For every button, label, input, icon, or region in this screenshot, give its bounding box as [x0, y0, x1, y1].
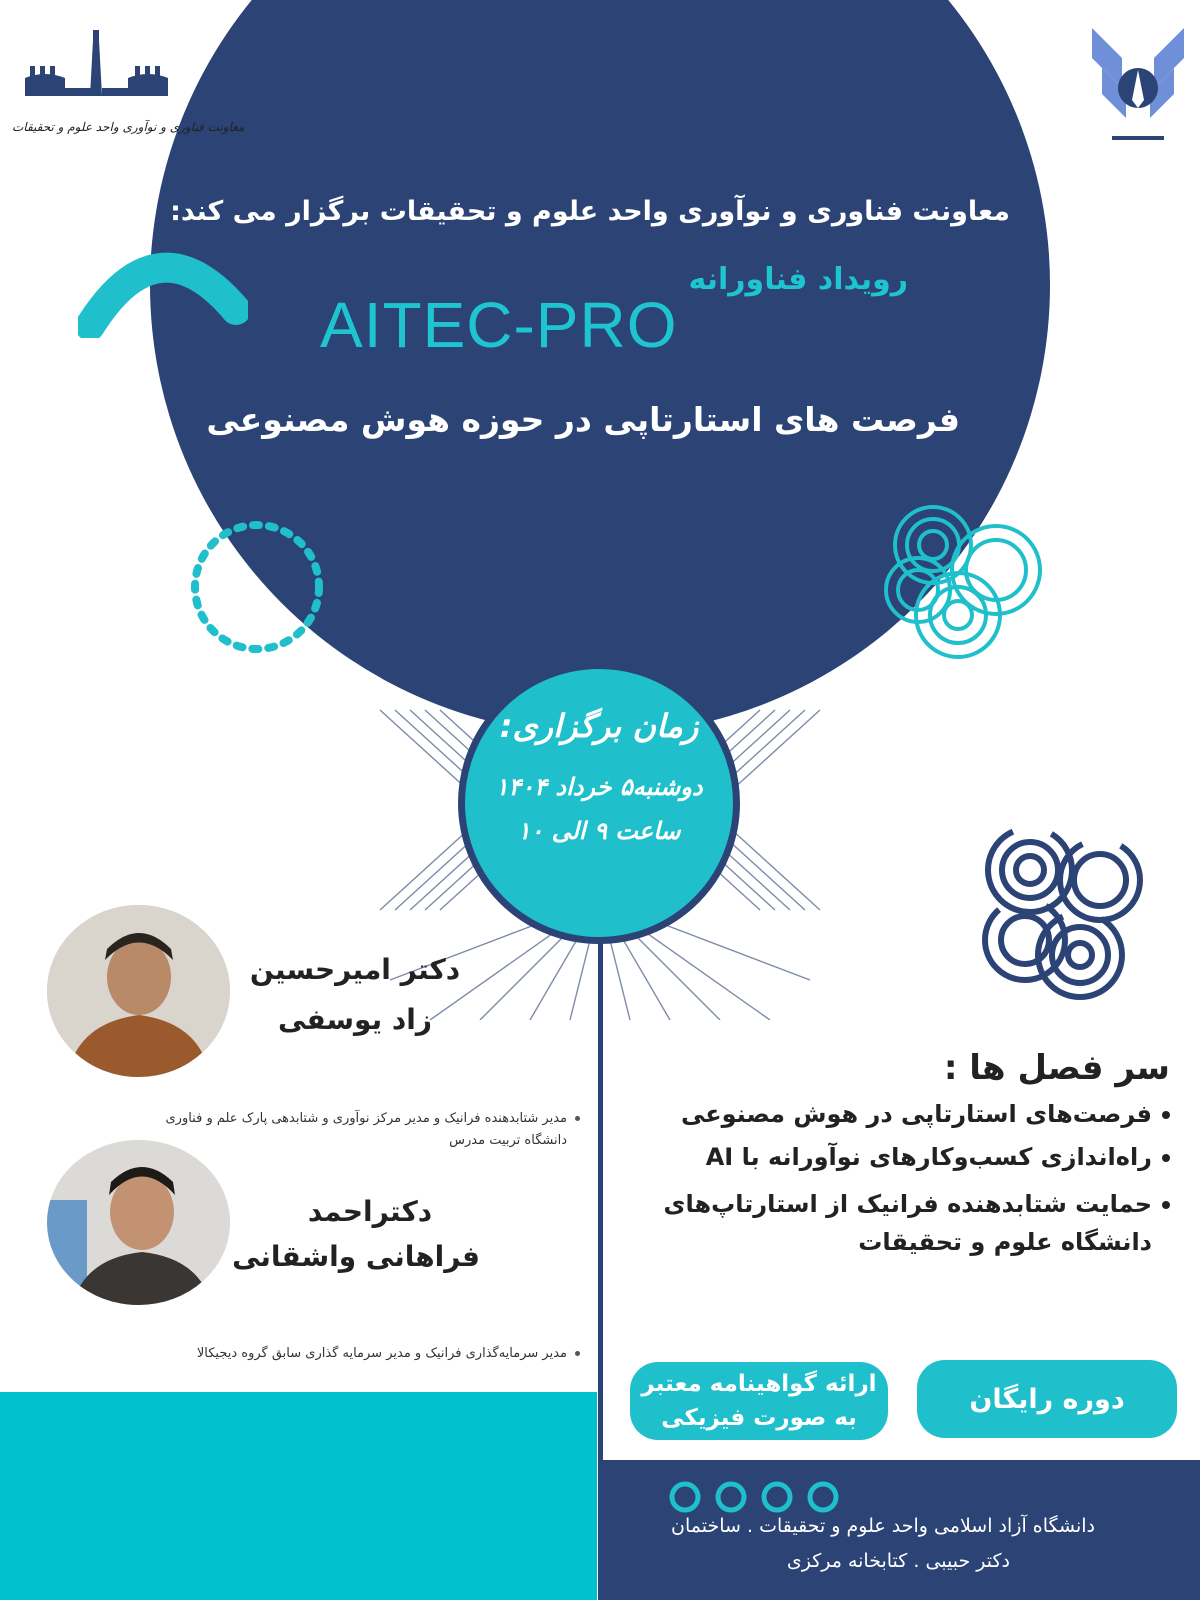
bullet-icon [1162, 1111, 1170, 1119]
event-title: AITEC-PRO [320, 289, 678, 361]
center-stem [598, 930, 603, 1600]
topic-text: فرصت‌های استارتاپی در هوش مصنوعی [680, 1100, 1152, 1128]
venue-line2: دکتر حبیبی . کتابخانه مرکزی [786, 1550, 1010, 1572]
certificate-label-line1: ارائه گواهینامه معتبر [641, 1371, 877, 1397]
schedule-circle [458, 662, 740, 944]
speaker-1-name-line1: دکتر امیرحسین [249, 953, 461, 986]
bullet-icon [575, 1116, 580, 1121]
topic-text-continued: دانشگاه علوم و تحقیقات [858, 1228, 1152, 1256]
topic-item [663, 1185, 1170, 1261]
free-course-label: دوره رایگان [969, 1383, 1125, 1415]
left-logo-caption: معاونت فناوری و نوآوری واحد علوم و تحقیقات [12, 120, 245, 134]
azad-university-logo [1092, 18, 1184, 158]
speaker-2-bio-line1: مدیر سرمایه‌گذاری فرانیک و مدیر سرمایه گذاری سابق گروه دیجیکالا [196, 1346, 567, 1361]
speaker-2-name-line1: دکتراحمد [307, 1195, 433, 1228]
speaker-2-bio [60, 1346, 580, 1361]
speaker-2-name-line2: فراهانی واشقانی [232, 1240, 480, 1273]
speaker-2-photo [47, 1140, 230, 1305]
certificate-badge [630, 1362, 888, 1440]
schedule-title: زمان برگزاری: [499, 707, 699, 745]
bottom-left-band [0, 1392, 597, 1600]
speaker-1-photo [47, 905, 230, 1077]
speaker-1-bio-line1: مدیر شتابدهنده فرانیک و مدیر مرکز نوآوری و شتابدهی پارک علم و فناوری [165, 1111, 567, 1126]
cyan-arc-decoration [78, 248, 248, 338]
dashed-ring-decoration [182, 512, 332, 662]
bullet-icon [1162, 1201, 1170, 1209]
free-course-badge [917, 1360, 1177, 1438]
speaker-1-bio-line2: دانشگاه تربیت مدرس [449, 1133, 567, 1148]
topic-text: راه‌اندازی کسب‌وکارهای نوآورانه با AI [705, 1143, 1152, 1171]
swirl-decoration-right [975, 820, 1150, 1005]
topics-title: سر فصل ها : [943, 1048, 1170, 1088]
bullet-icon [1162, 1154, 1170, 1162]
speaker-2-portrait [47, 1140, 230, 1305]
swirl-decoration-top [878, 500, 1048, 670]
event-label: رویداد فناورانه [688, 262, 908, 297]
topic-item [681, 1100, 1170, 1128]
speaker-1-name-line2: زاد یوسفی [278, 1003, 432, 1036]
dots-decoration [665, 1477, 845, 1517]
venue-line1: دانشگاه آزاد اسلامی واحد علوم و تحقیقات . ساختمان [671, 1515, 1095, 1537]
event-subtitle: فرصت های استارتاپی در حوزه هوش مصنوعی [206, 400, 960, 439]
schedule-date: دوشنبه۵ خرداد ۱۴۰۴ [495, 773, 703, 801]
topic-item [706, 1143, 1170, 1171]
speaker-1-portrait [47, 905, 230, 1077]
organizer-line: معاونت فناوری و نوآوری واحد علوم و تحقیقات برگزار می کند: [170, 196, 1010, 227]
schedule-hours: ساعت ۹ الی ۱۰ [517, 817, 681, 845]
certificate-label-line2: به صورت فیزیکی [661, 1405, 857, 1431]
topic-text: حمایت شتابدهنده فرانیک از استارتاپ‌های [663, 1190, 1152, 1218]
bullet-icon [575, 1351, 580, 1356]
